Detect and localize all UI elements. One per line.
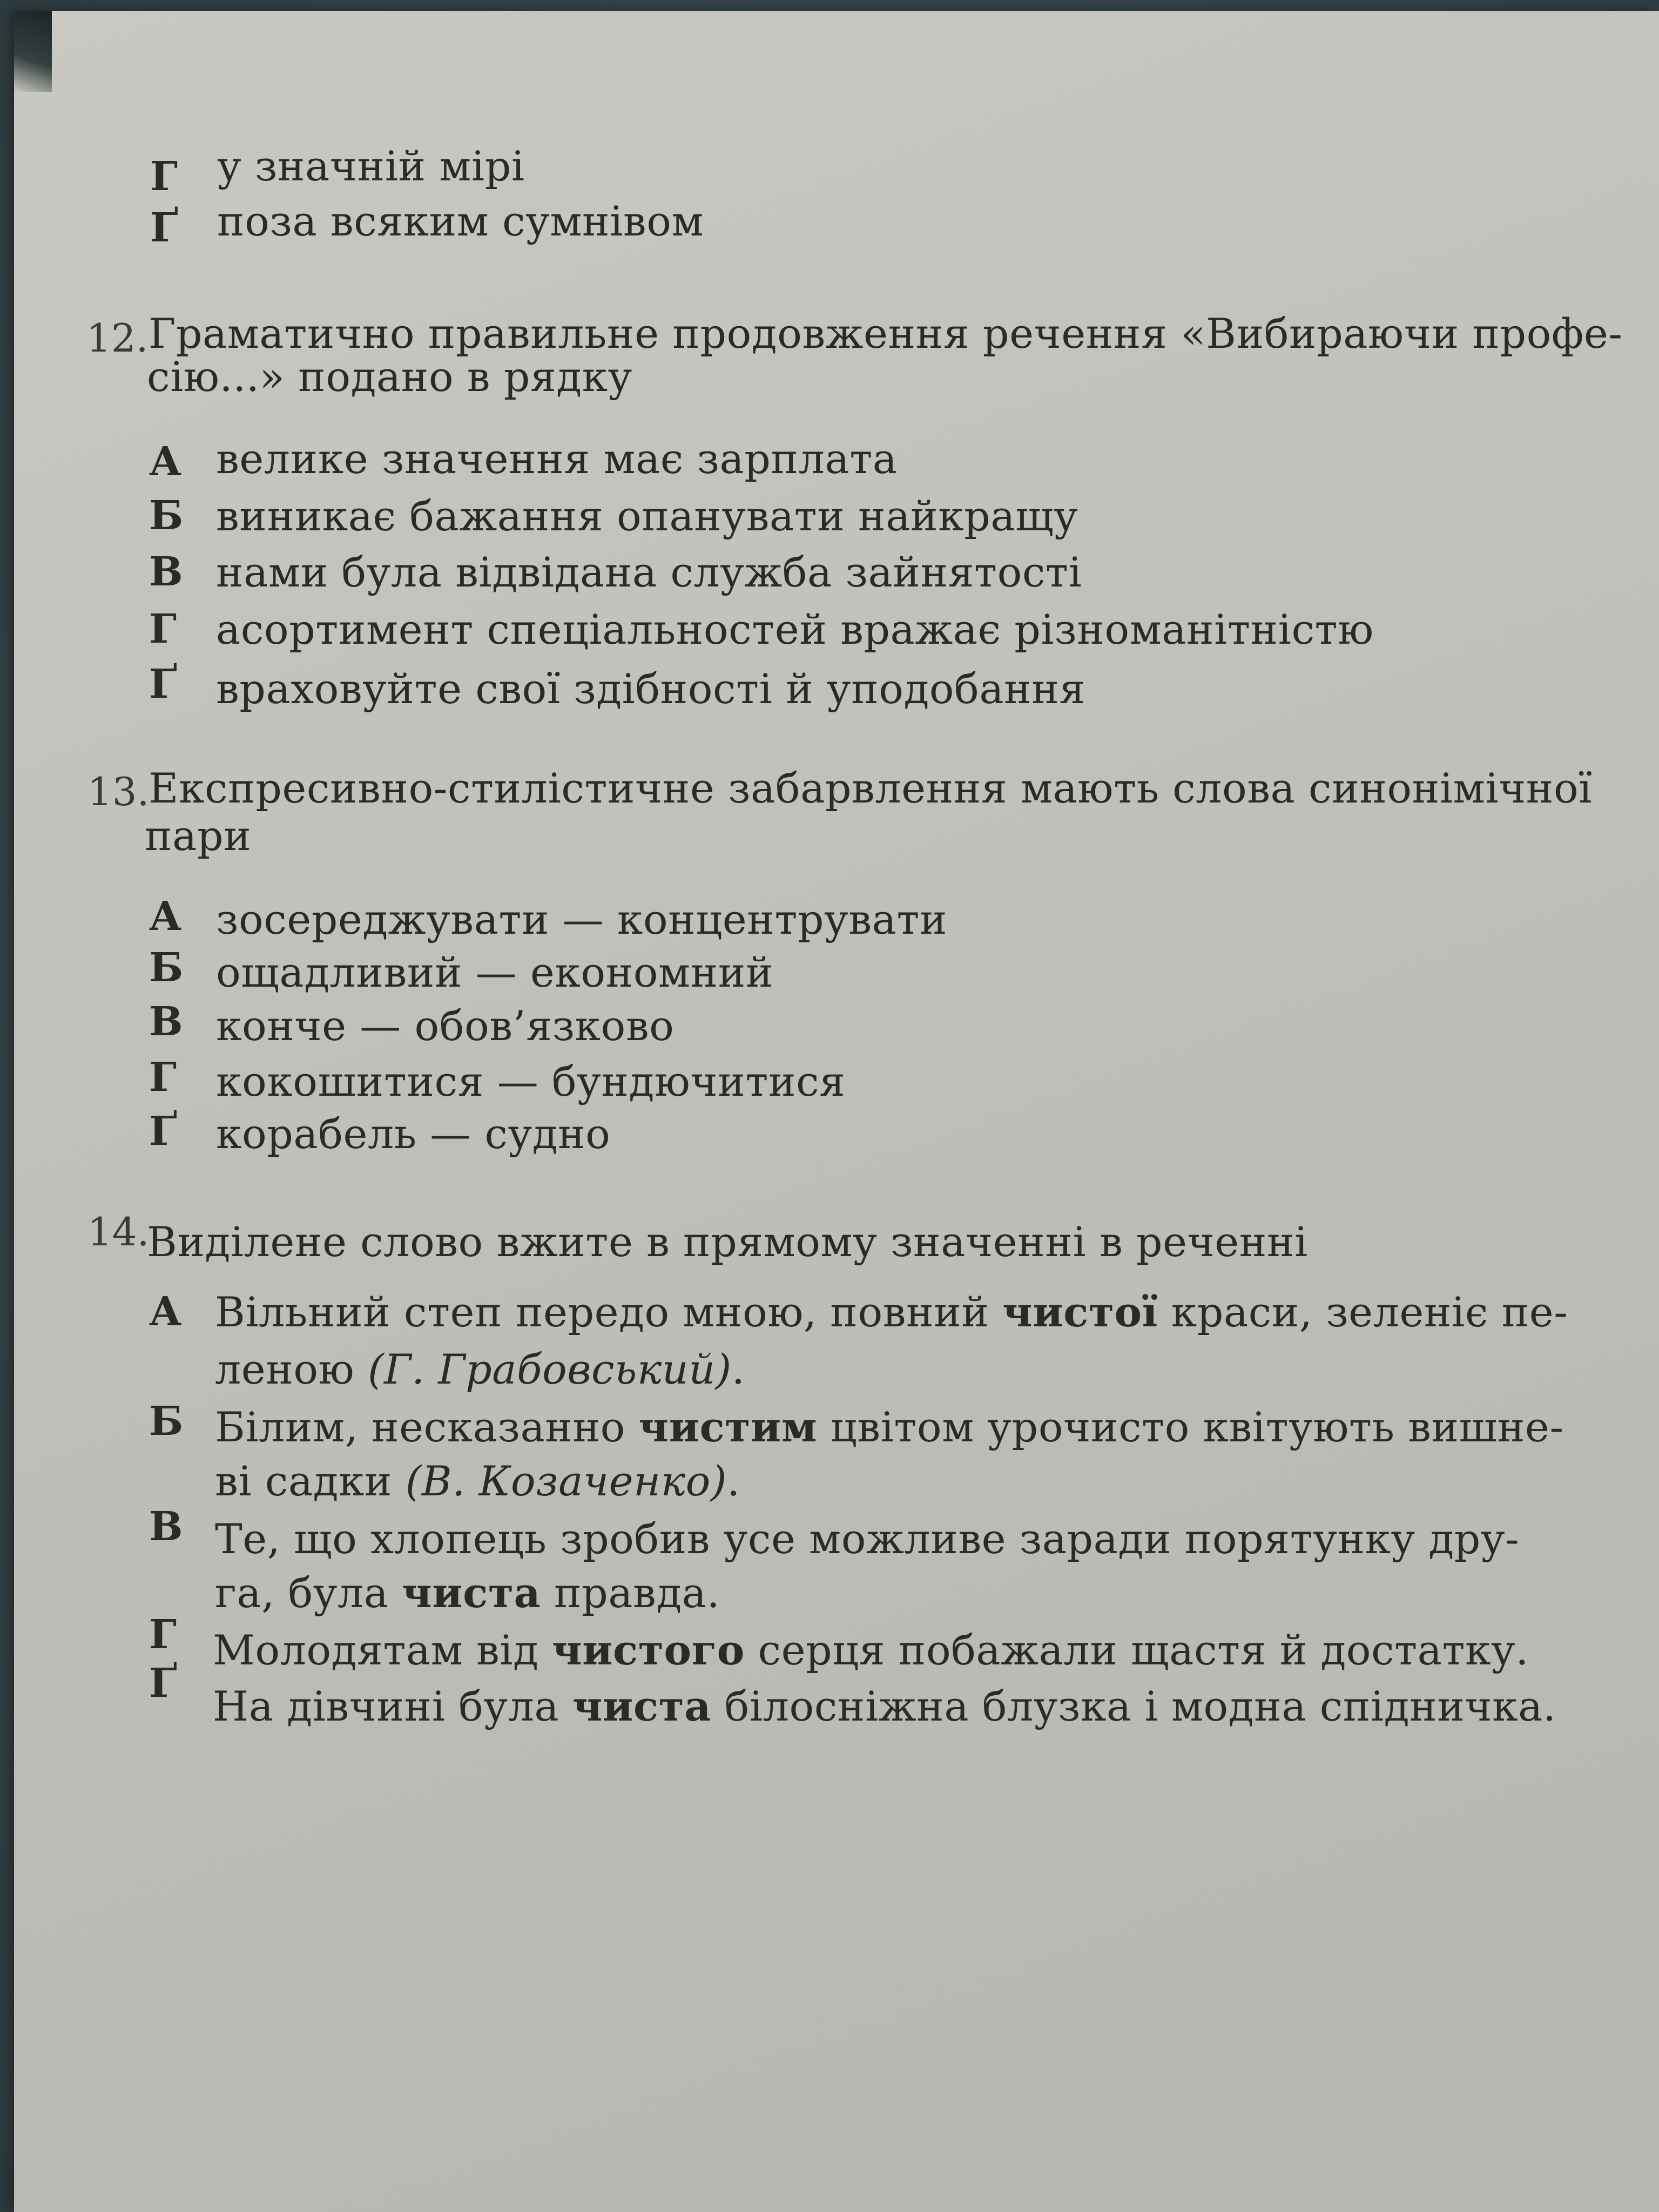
option-letter: Б [149, 493, 184, 539]
option-letter: А [149, 439, 182, 485]
option-text: корабель — судно [216, 1110, 611, 1158]
option-text-continued: га, була чиста правда. [215, 1569, 720, 1617]
option-letter: В [149, 999, 183, 1045]
option-text: поза всяким сумнівом [217, 197, 704, 245]
option-text: враховуйте свої здібності й уподобання [216, 665, 1085, 713]
option-letter: А [149, 893, 182, 940]
option-letter: Г [149, 1611, 177, 1658]
option-text: асортимент спеціальностей вражає різноманітністю [216, 605, 1374, 653]
question-13-text: пари [145, 812, 252, 860]
option-letter: А [149, 1289, 182, 1335]
question-14-text: Виділене слово вжите в прямому значенні в реченні [147, 1218, 1308, 1266]
question-number-12: 12. [86, 315, 149, 361]
option-text: Білим, несказанно чистим цвітом урочисто квітують вишне- [215, 1403, 1564, 1451]
option-text: велике значення має зарплата [216, 435, 898, 483]
option-letter: Ґ [149, 661, 177, 707]
option-letter: Г [149, 1054, 177, 1101]
question-12-text: сію...» подано в рядку [147, 353, 632, 401]
option-text-continued: леною (Г. Грабовський). [215, 1345, 745, 1393]
option-text: виникає бажання опанувати найкращу [216, 492, 1078, 540]
option-text: нами була відвідана служба зайнятості [216, 548, 1082, 596]
option-letter: Г [149, 606, 177, 652]
option-text: зосереджувати — концентрувати [216, 895, 948, 943]
question-number-13: 13. [87, 769, 150, 814]
option-letter: В [149, 1503, 183, 1550]
option-letter: Ґ [150, 205, 178, 251]
option-text: Те, що хлопець зробив усе можливе заради порятунку дру- [215, 1515, 1520, 1563]
option-text: На дівчині була чиста білосніжна блузка і модна спідничка. [213, 1682, 1556, 1730]
option-letter: Ґ [149, 1108, 177, 1155]
option-text: кокошитися — бундючитися [216, 1057, 846, 1105]
option-text: Вільний степ передо мною, повний чистої краси, зеленіє пе- [215, 1288, 1568, 1336]
option-text: у значній мірі [217, 142, 525, 190]
option-letter: Б [149, 945, 184, 991]
question-number-14: 14. [87, 1209, 150, 1255]
option-text: ощадливий — економний [216, 948, 774, 996]
option-letter: В [149, 549, 183, 595]
option-letter: Г [150, 153, 178, 200]
option-text: Молодятам від чистого серця побажали щастя й достатку. [213, 1626, 1529, 1674]
question-12-text: Граматично правильне продовження речення «Вибираючи профе- [149, 309, 1623, 358]
option-text-continued: ві садки (В. Козаченко). [215, 1457, 740, 1505]
question-13-text: Експресивно-стилістичне забарвлення мають слова синонімічної [149, 764, 1593, 812]
option-letter: Ґ [149, 1660, 177, 1707]
option-text: конче — обов’язково [216, 1002, 675, 1050]
option-letter: Б [149, 1398, 184, 1445]
